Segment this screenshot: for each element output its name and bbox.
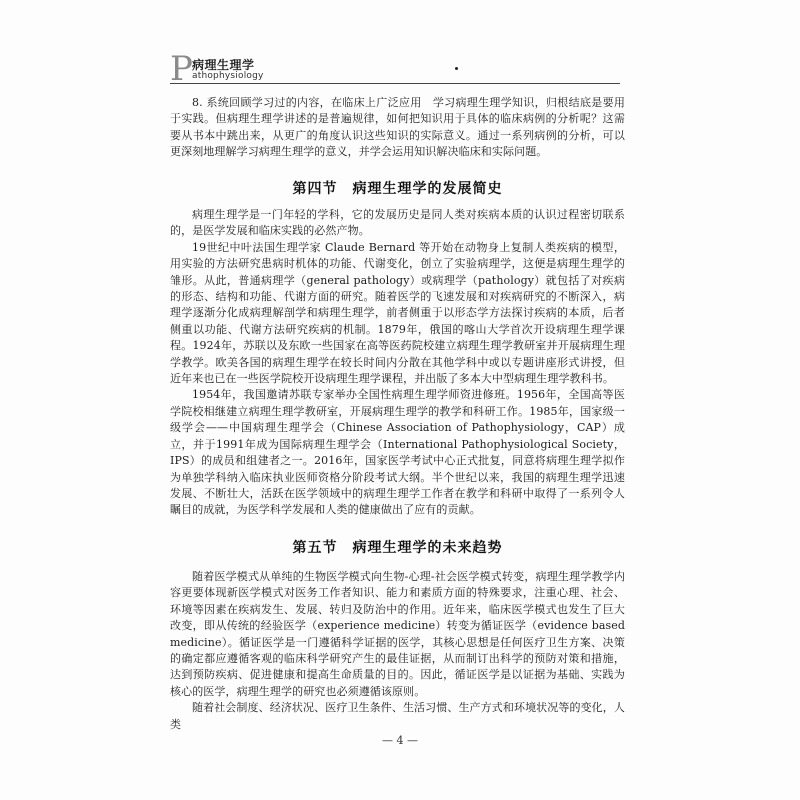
header-initial-letter: P (170, 49, 193, 89)
section-5-paragraph: 随着医学模式从单纯的生物医学模式向生物-心理-社会医学模式转变，病理生理学教学内容更要体现新医学模式对医务工作者知识、能力和素质方面的特殊要求，注重心理、社会、环境等因素在疾病发生、发展、转归及防治中的作用。近年来，临床医学模式也发生了巨大改变，即从传统的经验医学（experience medicine）转变为循证医学（evidence based medicine）。循证医学是一门遵循科学证据的医学，其核心思想是任何医疗卫生方案、决策的确定都应遵循客观的临床科学研究产生的最佳证据，从而制订出科学的预防对策和措施，达到预防疾病、促进健康和提高生命质量的目的。因此，循证医学是以证据为基础、实践为核心的医学，病理生理学的研究也必须遵循该原则。 (170, 570, 625, 698)
intro-block (170, 95, 625, 161)
intro-paragraph: 8. 系统回顾学习过的内容，在临床上广泛应用 学习病理生理学知识，归根结底是要用于实践。但病理生理学讲述的是普遍规律，如何把知识用于具体的临床病例的分析呢？这需要从书本中跳出来，从更广的角度认识这些知识的实际意义。通过一系列病例的分析，可以更深刻地理解学习病理生理学的意义，并学会运用知识解决临床和实际问题。 (170, 96, 625, 159)
header-title-english: athophysiology (192, 71, 264, 81)
header-rule (170, 83, 620, 84)
section-4-paragraph: 1954年，我国邀请苏联专家举办全国性病理生理学师资进修班。1956年，全国高等医学院校相继建立病理生理学教研室，开展病理生理学的教学和科研工作。1985年，国家级一级学会——中国病理生理学会（Chinese Association of Pathophysiology，CAP）成立，并于1991年成为国际病理生理学会（International Pathophysiological Society，IPS）的成员和组建者之一。2016年，国家医学考试中心正式批复，同意将病理生理学拟作为单独学科纳入临床执业医师资格分阶段考试大纲。半个世纪以来，我国的病理生理学迅速发展、不断壮大，活跃在医学领域中的病理生理学工作者在教学和科研中取得了一系列令人瞩目的成就，为医学科学发展和人类的健康做出了应有的贡献。 (170, 388, 625, 517)
section-4-heading: 第四节 病理生理学的发展简史 (292, 181, 503, 197)
section-5-paragraph: 随着社会制度、经济状况、医疗卫生条件、生活习惯、生产方式和环境状况等的变化，人类 (170, 701, 625, 731)
page-number: — 4 — (382, 734, 418, 747)
section-5-heading: 第五节 病理生理学的未来趋势 (292, 540, 503, 556)
section-4-body (170, 207, 625, 519)
section-4-paragraph: 病理生理学是一门年轻的学科，它的发展历史是同人类对疾病本质的认识过程密切联系的，是医学发展和临床实践的必然产物。 (170, 208, 625, 238)
section-4-paragraph: 19世纪中叶法国生理学家 Claude Bernard 等开始在动物身上复制人类疾病的模型，用实验的方法研究患病时机体的功能、代谢变化，创立了实验病理学，这便是病理生理学的雏形。从此，普通病理学（general pathology）或病理学（pathology）就包括了对疾病的形态、结构和功能、代谢方面的研究。随着医学的飞速发展和对疾病研究的不断深入，病理学逐渐分化成病理解剖学和病理生理学，前者侧重于以形态学方法探讨疾病的本质，后者侧重以功能、代谢方法研究疾病的机制。1879年，俄国的喀山大学首次开设病理生理学课程。1924年，苏联以及东欧一些国家在高等医药院校建立病理生理学教研室并开展病理生理学教学。欧美各国的病理生理学在较长时间内分散在其他学科中或以专题讲座形式讲授，但近年来也已在一些医学院校开设病理生理学课程，并出版了多本大中型病理生理学教科书。 (170, 240, 625, 386)
header-title-chinese: 病理生理学 (192, 58, 255, 72)
running-header (170, 49, 620, 89)
header-dot-ornament (455, 67, 458, 70)
section-5-body (170, 569, 625, 733)
